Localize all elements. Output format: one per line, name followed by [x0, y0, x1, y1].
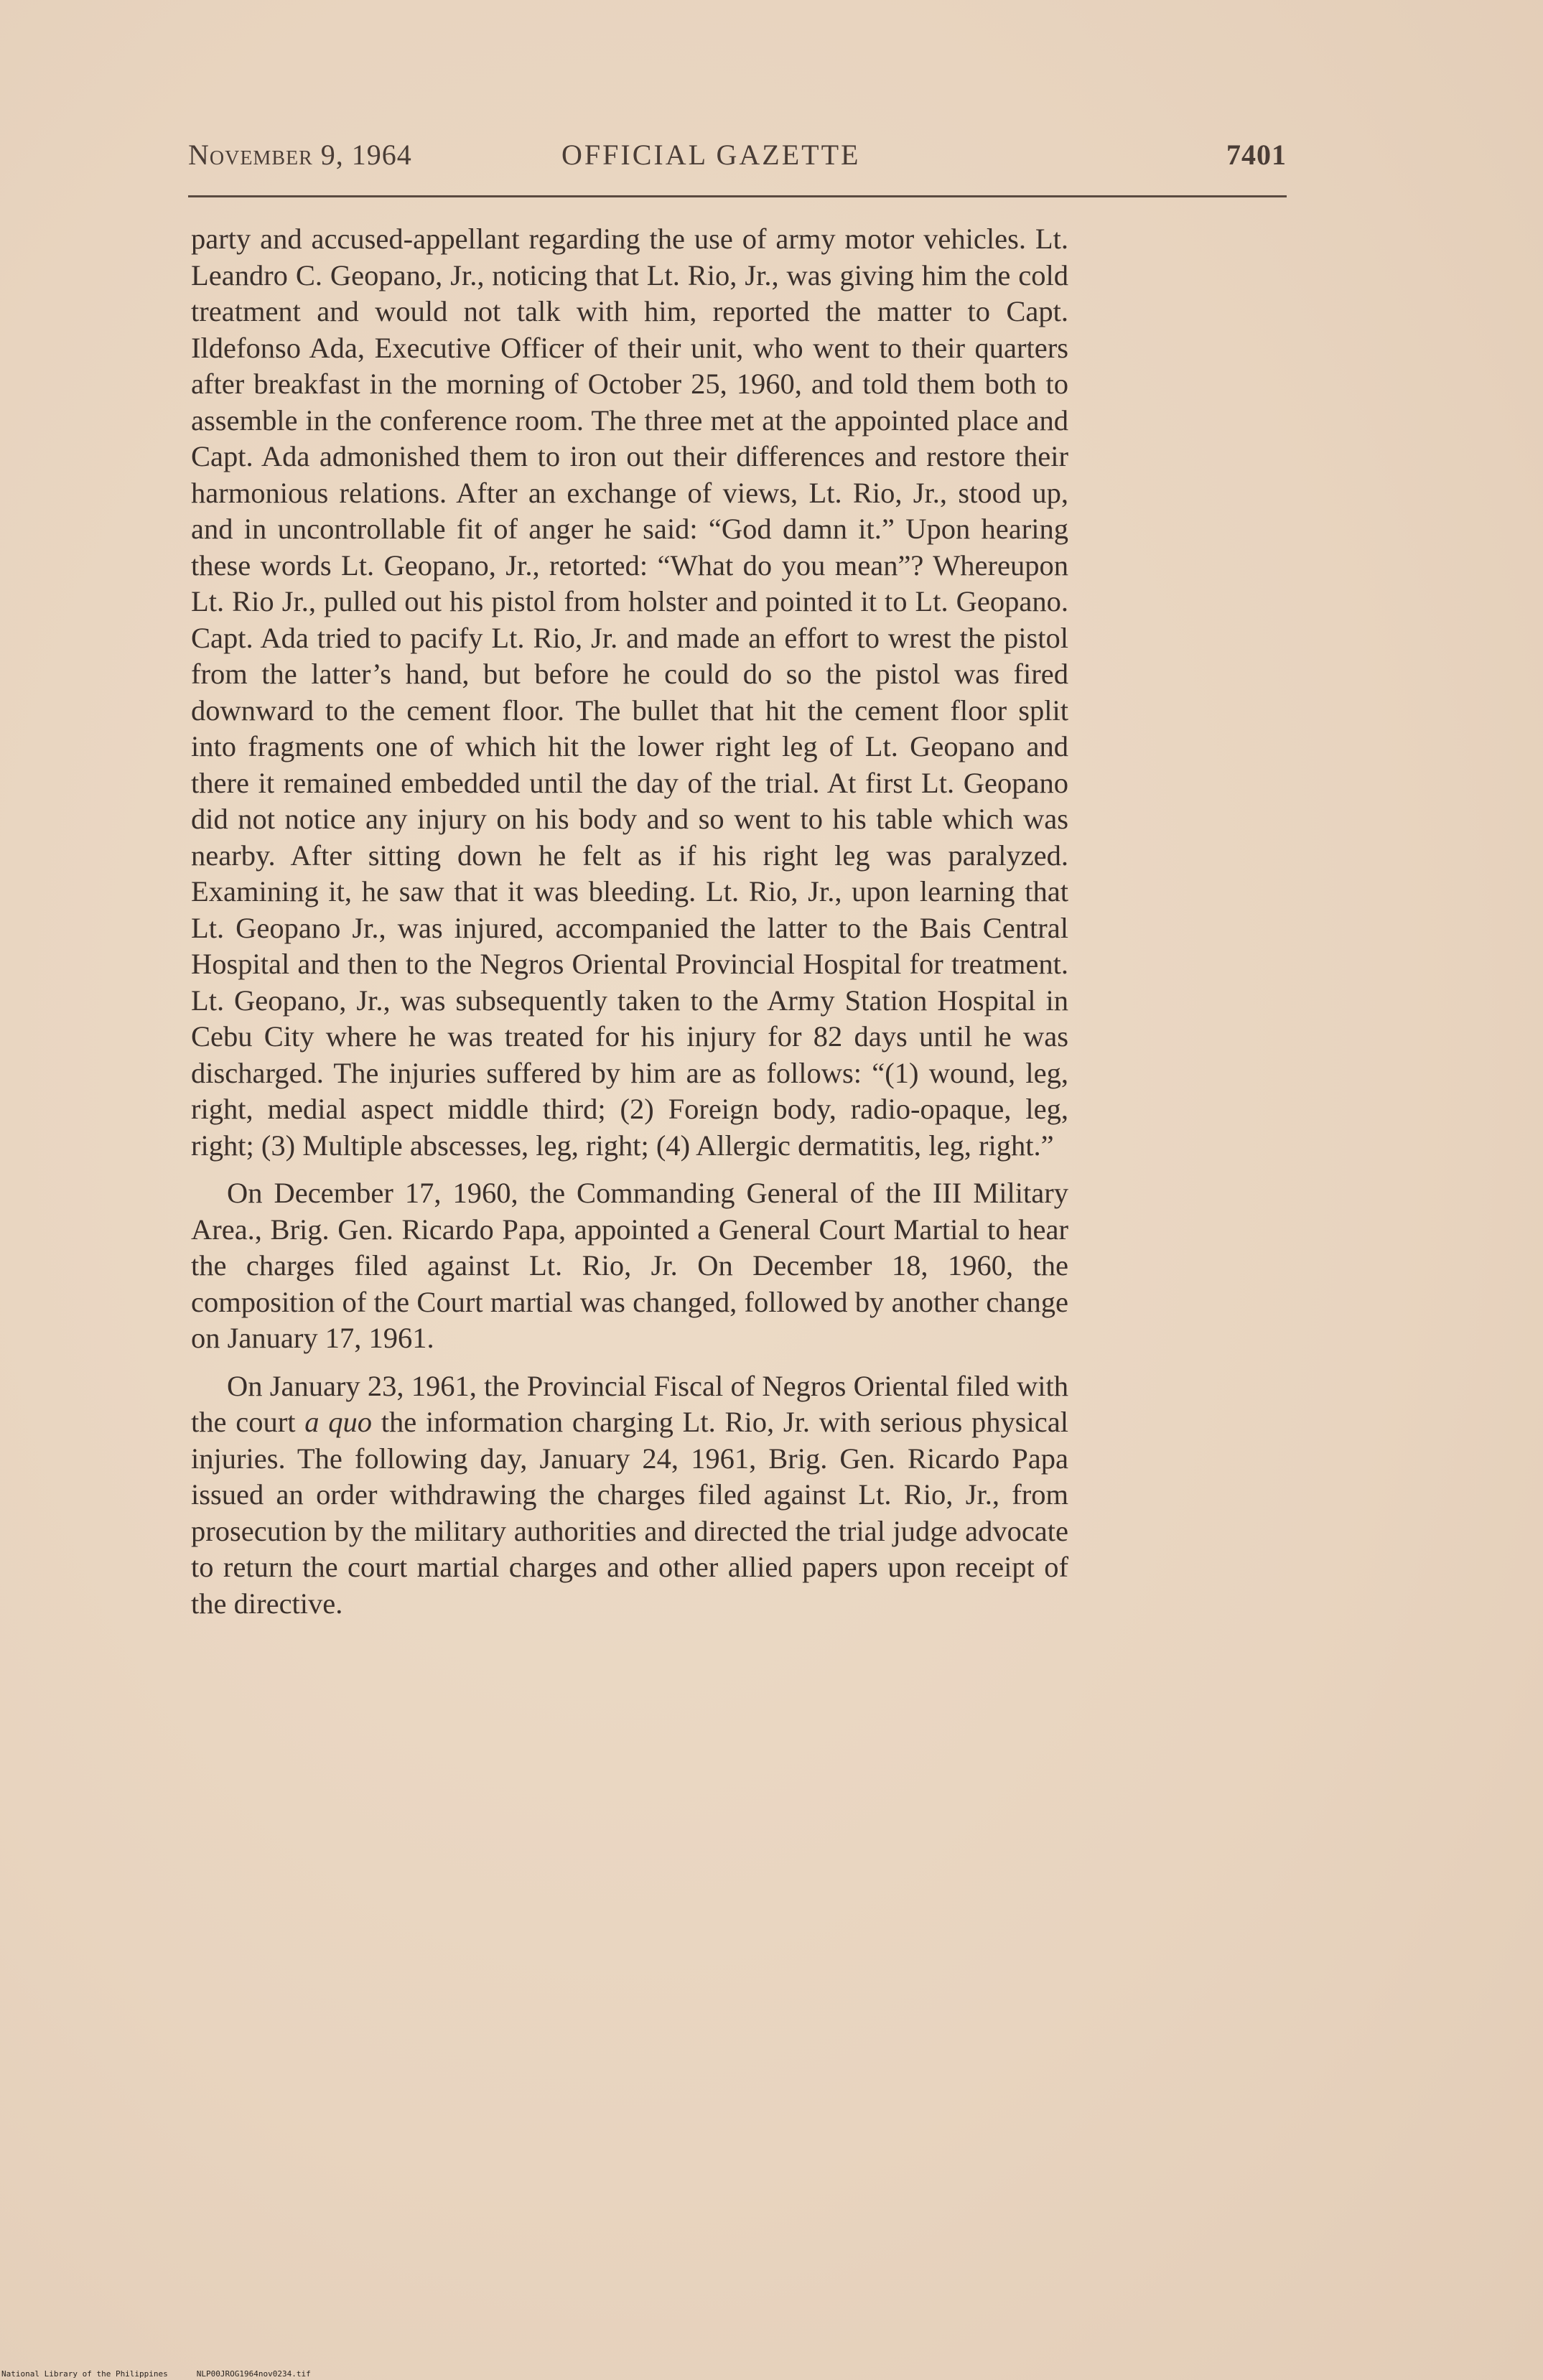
- paragraph-2: On December 17, 1960, the Commanding General of the III Military Area., Brig. Gen. Ricardo Papa, appointed a General Court Martial to hear the charges filed against Lt. Rio, Jr. On December 18, 1960, the composition of the Court martial was changed, followed by another change on January 17, 1961.: [191, 1177, 1068, 1354]
- page-number: 7401: [1226, 139, 1287, 171]
- header-rule: [188, 195, 1287, 197]
- footer-filename: NLP00JROG1964nov0234.tif: [196, 2369, 311, 2379]
- footer-library: National Library of the Philippines: [1, 2369, 168, 2379]
- publication-title: OFFICIAL GAZETTE: [561, 139, 861, 171]
- page-header: [188, 138, 1287, 181]
- header-date: November 9, 1964: [188, 139, 412, 171]
- paragraph-3-end: the information charging Lt. Rio, Jr. with serious physical injuries. The following day, January 24, 1961, Brig. Gen. Ricardo Papa issued an order withdrawing the charges filed against Lt. Rio, Jr., from prosecution by the military authorities and directed the trial judge advocate to return the court martial charges and other allied papers upon receipt of the directive.: [191, 1406, 1068, 1620]
- latin-phrase: a quo: [304, 1406, 372, 1438]
- paragraph-3-start: On January 23, 1961, the Provincial Fiscal of Negros Oriental filed with the court: [191, 1369, 1068, 1438]
- scan-footer: [1, 2369, 311, 2379]
- paragraph-3: [191, 1368, 1068, 1623]
- article-body: [191, 221, 1068, 1633]
- paragraph-1: party and accused-appellant regarding the use of army motor vehicles. Lt. Leandro C. Geopano, Jr., noticing that Lt. Rio, Jr., was giving him the cold treatment and would not talk with him, reported the matter to Capt. Ildefonso Ada, Executive Officer of their unit, who went to their quarters after breakfast in the morning of October 25, 1960, and told them both to assemble in the conference room. The three met at the appointed place and Capt. Ada admonished them to iron out their differences and restore their harmonious relations. After an exchange of views, Lt. Rio, Jr., stood up, and in uncontrollable fit of anger he said: “God damn it.” Upon hearing these words Lt. Geopano, Jr., retorted: “What do you mean”? Whereupon Lt. Rio Jr., pulled out his pistol from holster and pointed it to Lt. Geopano. Capt. Ada tried to pacify Lt. Rio, Jr. and made an effort to wrest the pistol from the latter’s hand, but before he could do so the pistol was fired downward to the cement floor. The bullet that hit the cement floor split into fragments one of which hit the lower right leg of Lt. Geopano and there it remained embedded until the day of the trial. At first Lt. Geopano did not notice any injury on his body and so went to his table which was nearby. After sitting down he felt as if his right leg was paralyzed. Examining it, he saw that it was bleeding. Lt. Rio, Jr., upon learning that Lt. Geopano Jr., was injured, accompanied the latter to the Bais Central Hospital and then to the Negros Oriental Provincial Hospital for treatment. Lt. Geopano, Jr., was subsequently taken to the Army Station Hospital in Cebu City where he was treated for his injury for 82 days until he was discharged. The injuries suffered by him are as follows: “(1) wound, leg, right, medial aspect middle third; (2) Foreign body, radio-opaque, leg, right; (3) Multiple abscesses, leg, right; (4) Allergic dermatitis, leg, right.”: [191, 223, 1068, 1162]
